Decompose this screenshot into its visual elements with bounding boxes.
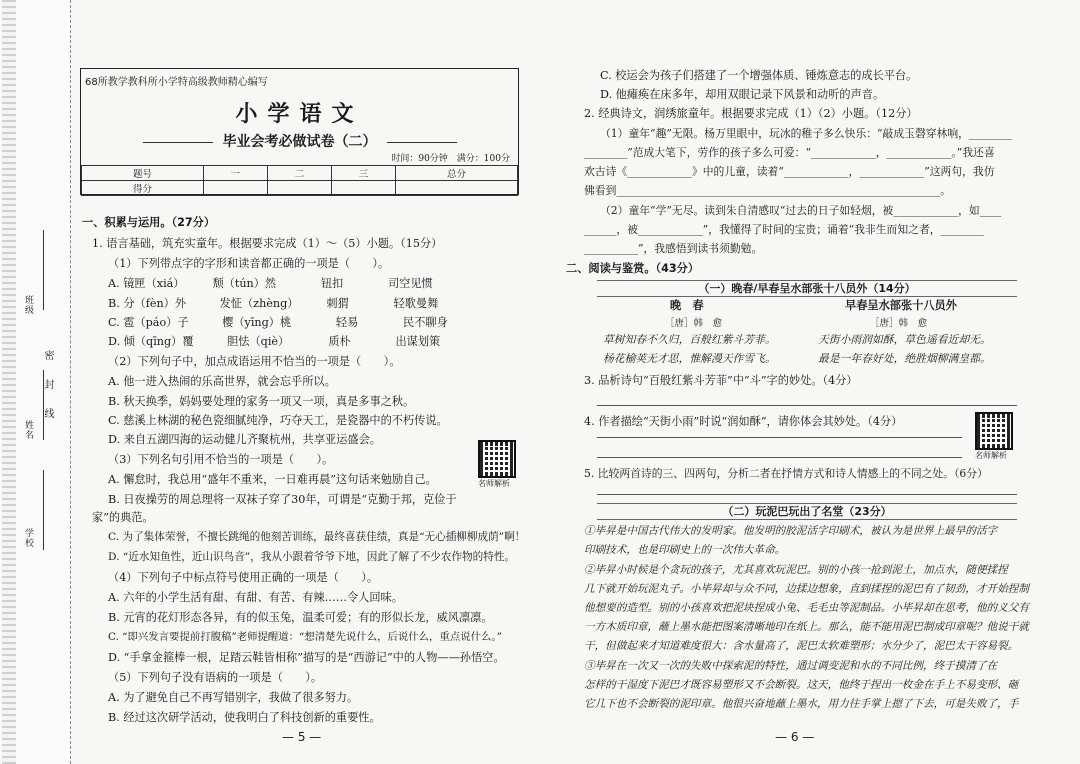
fill-blank-line: ______，被____________”，我懂得了时间的宝贵；诵着“我非生而知之者，________	[584, 223, 984, 236]
poem-a-author: ［唐］韩 愈	[665, 318, 723, 329]
reading-2-title-bar: （二）玩泥巴玩出了名堂（23分）	[597, 503, 1017, 520]
option-line: B. 元宵的花灯形态各异，有的似玉兔，温柔可爱；有的形似长龙，威风凛凛。	[108, 611, 493, 624]
passage-line: ③毕昇在一次又一次的失败中探索泥的特性，通过调变泥和水的不同比例，终于摸清了在	[584, 660, 998, 672]
subtitle-text: 毕业会考必做试卷（二）	[222, 134, 377, 150]
option-line: B. 秋天换季，妈妈要处理的家务一项又一项，真是多事之秋。	[108, 395, 415, 408]
page-number-right: — 6 —	[775, 730, 815, 744]
passage-line: ①毕昇是中国古代伟大的发明家。他发明的胶泥活字印刷术，被认为是世界上最早的活字	[584, 525, 998, 537]
question-line: （3）下列名句引用不恰当的一项是（ ）。	[108, 453, 334, 466]
question-line: （5）下列句子没有语病的一项是（ ）。	[108, 671, 323, 684]
score-header-cell: 题号	[82, 166, 204, 181]
passage-line: 几下就开始玩泥丸子。小毕昇却与众不同，边揉边想象，直到揉捏的泥巴有了韧劲，才开始捏制	[584, 583, 1029, 595]
passage-line: 怎样的干湿度下泥巴才既容易塑形又不会断裂。这天，他终于捏出一枚金在手上不易变形、砸	[584, 679, 1019, 691]
answer-line[interactable]	[597, 437, 962, 438]
answer-line[interactable]	[597, 457, 962, 458]
answer-line[interactable]	[597, 405, 1017, 406]
page-number-left: — 5 —	[282, 730, 322, 744]
score-header-cell: 三	[332, 166, 396, 181]
score-cell[interactable]	[396, 181, 518, 196]
option-line: D. “手拿金箍棒一根，足踏云鞋皆相称”描写的是“西游记”中的人物——孙悟空。	[108, 651, 505, 664]
score-value-row	[82, 181, 518, 196]
exam-title: 小学语文	[235, 101, 364, 127]
school-label: 学校	[23, 528, 33, 548]
passage-line: 一方木质印章，蘸上墨水能把图案清晰地印在纸上。那么，能不能用泥巴制成印章呢？他说干就	[584, 621, 1029, 633]
option-line: D. 他瘫痪在床多年，却用双眼记录下风景和动听的声音。	[600, 88, 885, 101]
poem-b-title: 早春呈水部张十八员外	[845, 299, 957, 312]
poem-b-author: ［唐］韩 愈	[870, 318, 928, 329]
score-row-label: 得分	[82, 181, 204, 196]
fill-blank-line: 欢古诗《____________》中的儿童，读着“____________，____________”这两句，我仿	[584, 165, 995, 178]
poem-a-line: 草树知春不久归，百般红紫斗芳菲。	[603, 333, 776, 346]
option-line: C. 为了集体荣誉，不擅长跳绳的他刻苦训练，最终喜获佳绩，真是“无心插柳柳成荫”啊！	[108, 531, 526, 543]
class-line	[43, 230, 44, 310]
option-line: C. 校运会为孩子们搭建了一个增强体质、锤炼意志的成长平台。	[600, 69, 918, 82]
name-label: 姓名	[23, 420, 33, 440]
section-2-heading: 二、阅读与鉴赏。（43分）	[566, 262, 700, 275]
question-3: 3. 品析诗句“百般红紫斗芳菲”中“斗”字的妙处。（4分）	[584, 374, 858, 387]
qr-code-left[interactable]	[478, 440, 516, 478]
qr-caption-left: 名师解析	[478, 479, 510, 488]
answer-line[interactable]	[597, 494, 1017, 495]
poem-b-line: 天街小雨润如酥，草色遥看近却无。	[818, 333, 991, 346]
poem-a-line: 杨花榆荚无才思，惟解漫天作雪飞。	[603, 352, 776, 365]
question-line: （1）下列带点字的字形和读音都正确的一项是（ ）。	[108, 257, 390, 270]
option-line: C. 慈溪上林湖的秘色瓷细腻纯净，巧夺天工，是瓷器中的不朽传说。	[108, 414, 448, 427]
option-line: B. 日夜操劳的周总理将一双袜子穿了30年，可谓是“克勤于邦，克俭于	[108, 493, 457, 506]
scan-edge	[2, 0, 16, 764]
header-box	[80, 68, 519, 195]
question-line: （2）下列句子中，加点成语运用不恰当的一项是（ ）。	[108, 355, 401, 368]
passage-line: 干，但做起来才知道难度很大：含水量高了，泥巴太软难塑形；水分少了，泥巴太干容易裂。	[584, 640, 1019, 652]
option-line: C. 雹（páo）子 樱（yīng）桃 轻易 民不聊身	[108, 316, 448, 329]
score-table	[81, 165, 518, 196]
option-line: C. “即兴发言要提前打腹稿”老师提醒道：“想清楚先说什么，后说什么，重点说什么。”	[108, 631, 502, 643]
reading-1-title-bar: （一）晚春/早春呈水部张十八员外（14分）	[597, 280, 1017, 297]
fill-blank-line: ________”范成大笔下，劳作的孩子多么可爱：“____________，____________。”我还喜	[584, 146, 995, 159]
passage-line: 他想要的造型。别的小孩喜欢把泥块捏成小兔、毛毛虫等泥制品。小毕昇却在思考，他的义父有	[584, 602, 1029, 614]
fill-blank-line: （1）童年“趣”无限。杨万里眼中，玩冰的稚子多么快乐：“敲成玉磬穿林响，________	[600, 127, 1013, 140]
passage-line: 印刷技术，也是印刷史上的一次伟大革命。	[584, 544, 786, 556]
binding-margin	[0, 0, 71, 764]
time-score-info: 时间：90分钟 满分：100分	[391, 154, 510, 164]
question-line: （4）下列句子中标点符号使用正确的一项是（ ）。	[108, 571, 379, 584]
score-header-cell: 一	[203, 166, 267, 181]
qr-code-right[interactable]	[975, 412, 1013, 450]
option-line: A. 他一进入热闹的乐高世界，就会忘乎所以。	[108, 375, 336, 388]
option-line: A. 六年的小学生活有甜、有甜、有苦、有辣……令人回味。	[108, 591, 403, 604]
option-line: D. 倾（qīng）覆 胆怯（qiè） 质朴 出谋划策	[108, 335, 441, 348]
option-line: A. 为了避免自己不再写错别字，我做了很多努力。	[108, 691, 359, 704]
fill-blank-line: （2）童年“学”无尽。读到朱自清感叹“过去的日子如轻烟，被____________，如____	[600, 204, 1002, 217]
option-line: D. 来自五湖四海的运动健儿齐聚杭州，共享亚运盛会。	[108, 433, 381, 446]
option-line-cont: 家”的典范。	[92, 511, 154, 524]
score-cell[interactable]	[203, 181, 267, 196]
qr-caption-right: 名师解析	[975, 451, 1007, 460]
seal-line-label: 密 封 线	[42, 350, 53, 427]
school-line	[43, 470, 44, 550]
publisher-line: 68所教学教科所小学特高级教师精心编写	[85, 77, 268, 88]
score-header-cell: 总分	[396, 166, 518, 181]
score-header-row	[82, 166, 518, 181]
class-label: 班级	[23, 295, 33, 315]
question-4: 4. 作者描绘“天街小雨”时说“润如酥”，请你体会其妙处。（4分）	[584, 415, 903, 428]
passage-line: ②毕昇小时候是个贪玩的孩子，尤其喜欢玩泥巴。别的小孩一抢到泥土，加点水，随便揉捏	[584, 564, 1008, 576]
section-1-heading: 一、积累与运用。（27分）	[82, 216, 216, 229]
option-line: D. “近水知鱼性，近山识鸟音”，我从小跟着爷爷下地，因此了解了不少农作物的特性。	[108, 551, 516, 563]
poem-b-line: 最是一年春好处，绝胜烟柳满皇都。	[818, 352, 991, 365]
option-line: B. 分（fèn）外 发怔（zhèng） 刺猬 轻歌曼舞	[108, 297, 439, 310]
option-line: B. 经过这次研学活动，使我明白了科技创新的重要性。	[108, 711, 381, 724]
poem-a-title: 晚 春	[670, 299, 704, 312]
question-5: 5. 比较两首诗的三、四两句，分析二者在抒情方式和诗人情感上的不同之处。（6分）	[584, 467, 988, 480]
option-line: A. 镜匣（xiá） 颓（tún）然 钮扣 司空见惯	[108, 277, 433, 290]
passage-line: 它几下也不会断裂的泥印章。他很兴奋地蘸上墨水，用力往手掌上摁了下去，可是失败了，手	[584, 698, 1019, 710]
score-cell[interactable]	[267, 181, 331, 196]
score-header-cell: 二	[267, 166, 331, 181]
fill-blank-line: __________”，我感悟到读书须勤勉。	[584, 242, 763, 255]
exam-subtitle	[81, 131, 518, 151]
option-line: A. 懈怠时，我总用“盛年不重来，一日难再晨”这句话来勉励自己。	[108, 473, 437, 486]
question-2: 2. 经典诗文，润绣旅童年。根据要求完成（1）（2）小题。（12分）	[584, 107, 918, 120]
fill-blank-line: 佛看到____________________________________________________________。	[584, 184, 952, 197]
score-cell[interactable]	[332, 181, 396, 196]
question-1: 1. 语言基础，筑充实童年。根据要求完成（1）～（5）小题。（15分）	[92, 237, 443, 250]
